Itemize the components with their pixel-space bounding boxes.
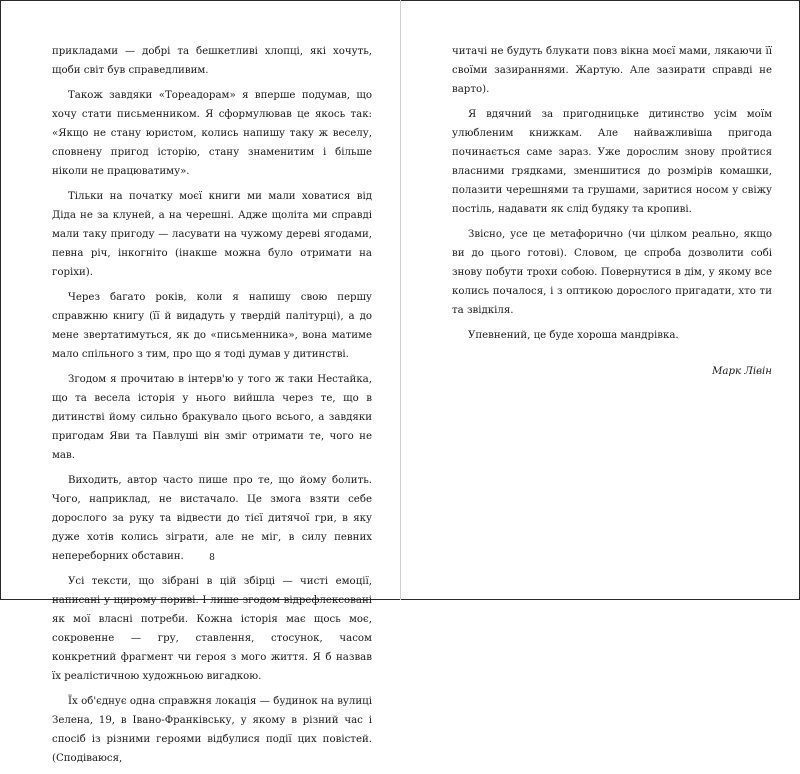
right-paragraph-2: Я вдячний за пригодницьке дитинство усім моїм улюбленим книжкам. Але найважливіша пригода починається саме зараз. Уже дорослим знову пройтися власними грядками, зменшитися до розмірів комашки, полазити черешнями та грушами, заритися носом у свіжу постіль, надавати як слід будяку та кропиві.	[452, 109, 772, 215]
right-page	[452, 42, 772, 381]
right-paragraph-4: Упевнений, це буде хороша мандрівка.	[468, 330, 679, 341]
left-paragraph-2: Також завдяки «Тореадорам» я вперше подумав, що хочу стати письменником. Я сформулював це якось так: «Якщо не стану юристом, колись напишу таку ж веселу, сповнену пригод історію, стану знаменитим і більше ніколи не працюватиму».	[52, 90, 372, 177]
left-paragraph-8: Їх об'єднує одна справжня локація — будинок на вулиці Зелена, 19, в Івано-Франківську, у якому в різний час і спосіб із різними героями відбулися події цих повістей. (Сподіваюся,	[52, 696, 372, 764]
book-gutter	[400, 0, 401, 600]
left-paragraph-6: Виходить, автор часто пише про те, що йому болить. Чого, наприклад, не вистачало. Це змога взяти себе дорослого за руку та відвести до тієї дитячої гри, в яку дуже хотів колись зіграти, але не міг, в силу певних непереборних обставин.	[52, 475, 372, 562]
left-paragraph-7: Усі тексти, що зібрані в цій збірці — чисті емоції, написані у щирому пориві. І лише згодом відрефлексовані як мої власні потреби. Кожна історія має щось моє, сокровенне — гру, ставлення, стосунок, часом конкретний фрагмент чи героя з мого життя. Я б назвав їх реалістичною художньою вигадкою.	[52, 576, 372, 682]
left-paragraph-1: прикладами — добрі та бешкетливі хлопці, які хочуть, щоби світ був справедливим.	[52, 46, 372, 76]
right-paragraph-1: читачі не будуть блукати повз вікна моєї мами, лякаючи її своїми зазираннями. Жартую. Але зазирати справді не варто).	[452, 46, 772, 95]
left-paragraph-5: Згодом я прочитаю в інтерв'ю у того ж таки Нестайка, що та весела історія у нього вийшла через те, що в дитинстві йому сильно бракувало цього всього, а завдяки пригодам Яви та Павлуші він зміг отримати те, чого не мав.	[52, 374, 372, 461]
page-number: 8	[209, 553, 215, 563]
right-paragraph-3: Звісно, усе це метафорично (чи цілком реально, якщо ви до цього готові). Словом, це спроба дозволити собі знову побути трохи собою. Повернутися в дім, у якому все колись почалося, і з оптикою дорослого пригадати, хто ти та звідкіля.	[452, 229, 772, 316]
left-paragraph-4: Через багато років, коли я напишу свою першу справжню книгу (її й видадуть у твердій палітурці), а до мене звертатимуться, як до «письменника», вона матиме мало спільного з тим, про що я тоді думав у дитинстві.	[52, 292, 372, 360]
left-page	[52, 42, 372, 774]
author-signature: Марк Лівін	[711, 366, 772, 377]
left-paragraph-3: Тільки на початку моєї книги ми мали ховатися від Діда не за клуней, а на черешні. Адже щоліта ми справді мали таку пригоду — ласувати на чужому дереві ягодами, певна річ, інкогніто (інакше можна було отримати на горіхи).	[52, 191, 372, 278]
